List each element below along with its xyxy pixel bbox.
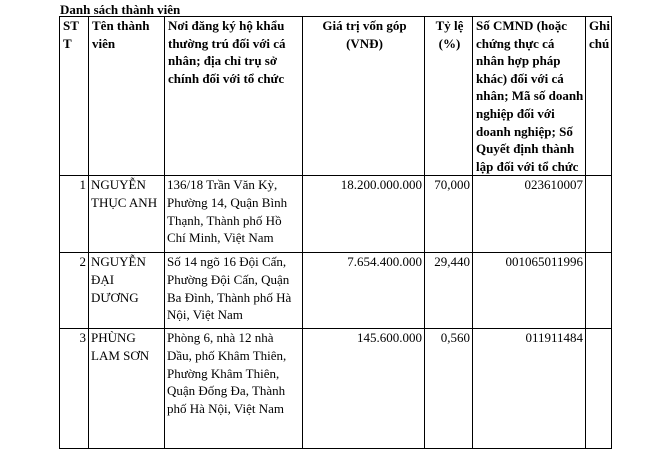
- row-id-number: 023610007: [473, 176, 586, 253]
- table-row: [60, 329, 612, 449]
- header-ratio: Tỷ lệ (%): [425, 17, 473, 176]
- row-ratio: 70,000: [425, 176, 473, 253]
- header-stt: STT: [60, 17, 89, 176]
- header-address: Nơi đăng ký hộ khẩu thường trú đối với cá nhân; địa chỉ trụ sở chính đối với tổ chức: [165, 17, 303, 176]
- table-row: [60, 176, 612, 253]
- header-capital: Giá trị vốn góp (VNĐ): [303, 17, 425, 176]
- row-address: Phòng 6, nhà 12 nhà Dầu, phố Khâm Thiên, Phường Khâm Thiên, Quận Đống Đa, Thành phố Hà Nội, Việt Nam: [165, 329, 303, 449]
- row-capital: 145.600.000: [303, 329, 425, 449]
- header-member-name: Tên thành viên: [89, 17, 165, 176]
- row-address: 136/18 Trần Văn Kỳ, Phường 14, Quận Bình Thạnh, Thành phố Hồ Chí Minh, Việt Nam: [165, 176, 303, 253]
- row-capital: 18.200.000.000: [303, 176, 425, 253]
- row-capital: 7.654.400.000: [303, 253, 425, 329]
- table-row: [60, 253, 612, 329]
- members-table: [59, 16, 612, 449]
- row-stt: 3: [60, 329, 89, 449]
- row-member-name: NGUYỄN THỤC ANH: [89, 176, 165, 253]
- row-note: [586, 176, 612, 253]
- header-id-number: Số CMND (hoặc chứng thực cá nhân hợp pháp khác) đối với cá nhân; Mã số doanh nghiệp đối với doanh nghiệp; Số Quyết định thành lập đối với tổ chức: [473, 17, 586, 176]
- row-address: Số 14 ngõ 16 Đội Cấn, Phường Đội Cấn, Quận Ba Đình, Thành phố Hà Nội, Việt Nam: [165, 253, 303, 329]
- row-member-name: NGUYỄN ĐẠI DƯƠNG: [89, 253, 165, 329]
- row-stt: 1: [60, 176, 89, 253]
- row-note: [586, 253, 612, 329]
- row-note: [586, 329, 612, 449]
- row-id-number: 001065011996: [473, 253, 586, 329]
- row-stt: 2: [60, 253, 89, 329]
- row-member-name: PHÙNG LAM SƠN: [89, 329, 165, 449]
- page-title: Danh sách thành viên: [60, 2, 181, 17]
- header-note: Ghi chú: [586, 17, 612, 176]
- header-row: [60, 17, 612, 176]
- row-ratio: 29,440: [425, 253, 473, 329]
- row-id-number: 011911484: [473, 329, 586, 449]
- row-ratio: 0,560: [425, 329, 473, 449]
